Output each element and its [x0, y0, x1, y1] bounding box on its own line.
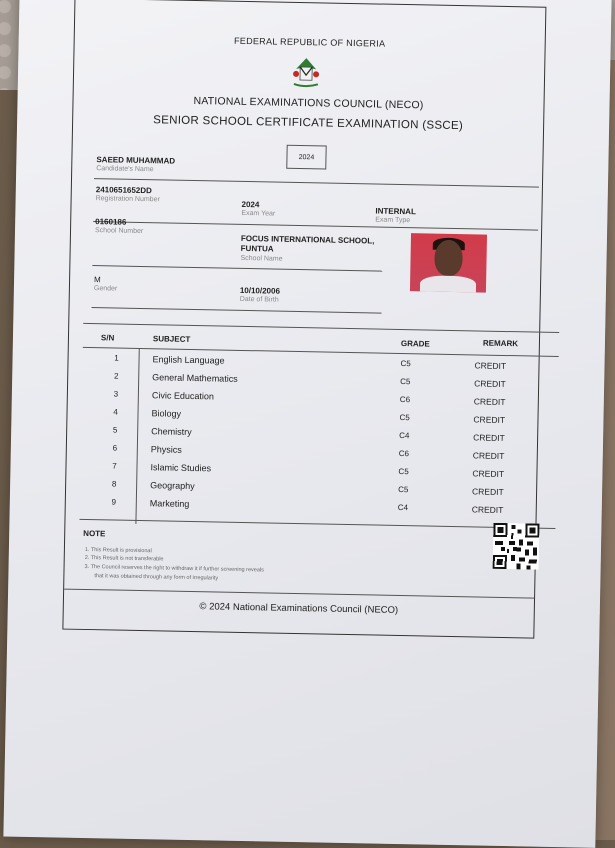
table-row: 2 General Mathematics C5 CREDIT — [113, 371, 506, 390]
table-row: 7 Islamic Studies C5 CREDIT — [112, 461, 505, 479]
header-remark: REMARK — [482, 338, 519, 349]
exam-year-label: Exam Year — [241, 209, 276, 218]
note-title: NOTE — [83, 528, 106, 539]
divider — [92, 307, 382, 314]
header-grade: GRADE — [400, 338, 430, 349]
registration-number: 2410651652DD — [95, 185, 152, 196]
candidate-name: SAEED MUHAMMAD — [96, 155, 176, 166]
exam-heading: SENIOR SCHOOL CERTIFICATE EXAMINATION (SSCE) — [153, 114, 464, 133]
table-row: 9 Marketing C4 CREDIT — [111, 497, 504, 515]
table-row: 3 Civic Education C6 CREDIT — [113, 389, 506, 408]
result-sheet — [3, 0, 611, 848]
exam-year: 2024 — [241, 199, 260, 210]
divider — [93, 221, 538, 231]
note-item: that it was obtained through any form of irregularity — [94, 573, 219, 582]
year-box: 2024 — [286, 145, 326, 170]
footer-copyright: © 2024 National Examinations Council (NECO) — [199, 601, 399, 616]
table-row: 8 Geography C5 CREDIT — [111, 479, 504, 497]
registration-number-label: Registration Number — [95, 195, 160, 204]
note-item: 1. This Result is provisional — [84, 546, 152, 555]
result-document — [62, 0, 546, 639]
table-row: 1 English Language C5 CREDIT — [114, 353, 507, 372]
divider — [92, 265, 382, 272]
country-heading: FEDERAL REPUBLIC OF NIGERIA — [233, 35, 386, 49]
divider — [94, 178, 539, 188]
school-name-label: School Name — [240, 254, 283, 263]
table-row: 5 Chemistry C4 CREDIT — [112, 425, 505, 444]
gender-label: Gender — [93, 285, 118, 293]
header-sn: S/N — [100, 333, 115, 343]
school-name-line1: FOCUS INTERNATIONAL SCHOOL, — [240, 233, 375, 246]
gender: M — [94, 275, 101, 285]
school-number-label: School Number — [94, 227, 144, 236]
qr-code-icon — [493, 523, 540, 570]
header-subject: SUBJECT — [152, 334, 191, 344]
date-of-birth: 10/10/2006 — [239, 285, 281, 296]
date-of-birth-label: Date of Birth — [239, 295, 279, 304]
note-item: 2. This Result is not transferable — [84, 554, 164, 563]
school-number: 0160186 — [95, 217, 127, 227]
note-item: 3. The Council reserves the right to withdraw it if further screening reveals — [84, 563, 264, 574]
coat-of-arms-icon — [288, 55, 325, 90]
exam-type-label: Exam Type — [375, 216, 411, 225]
table-row: 4 Biology C5 CREDIT — [113, 407, 506, 426]
exam-type: INTERNAL — [375, 206, 416, 217]
council-heading: NATIONAL EXAMINATIONS COUNCIL (NECO) — [193, 94, 424, 112]
candidate-photo — [410, 233, 487, 292]
candidate-name-label: Candidate's Name — [96, 165, 154, 174]
results-table — [83, 325, 553, 515]
divider — [64, 589, 534, 599]
school-name-line2: FUNTUA — [240, 243, 274, 254]
table-row: 6 Physics C6 CREDIT — [112, 443, 505, 461]
